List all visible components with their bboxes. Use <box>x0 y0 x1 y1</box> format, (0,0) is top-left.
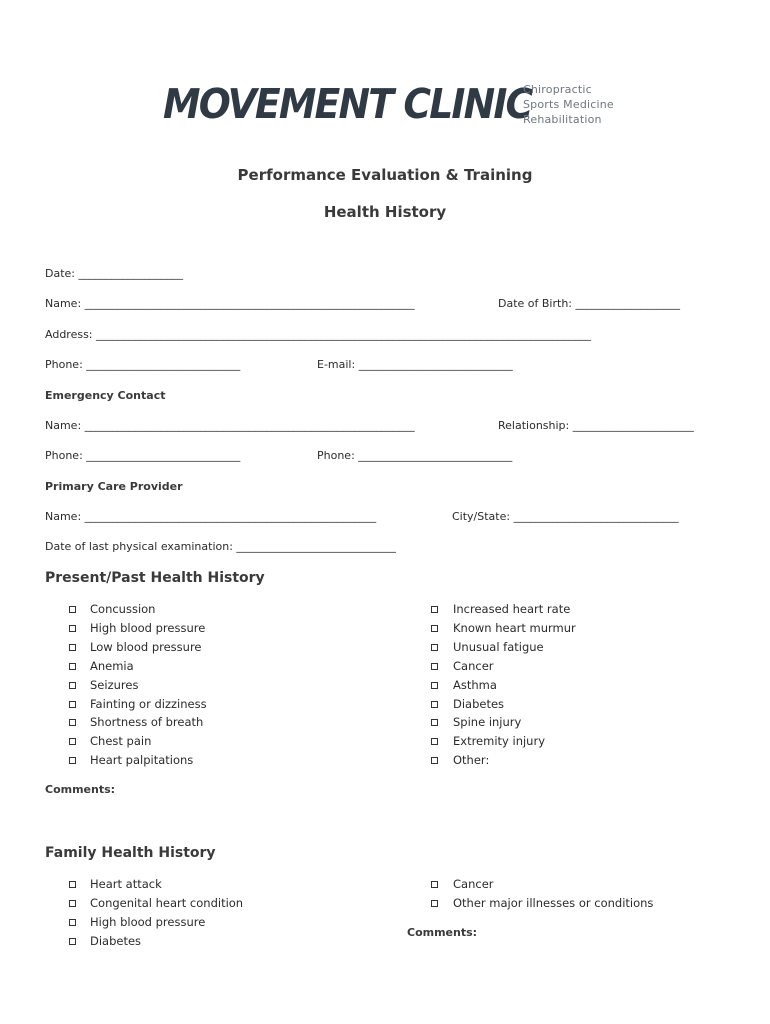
checkbox-label: Other: <box>453 753 490 768</box>
address-field[interactable]: Address: __________________________________________________________________________________________ <box>45 328 592 341</box>
checkbox-label: Congenital heart condition <box>90 896 244 910</box>
checkbox[interactable] <box>69 606 76 613</box>
emergency-phone-2-field[interactable]: Phone: ____________________________ <box>317 449 513 462</box>
checkbox-label: Increased heart rate <box>453 602 571 616</box>
checkbox-label: Asthma <box>453 677 497 692</box>
checkbox-label: Chest pain <box>90 734 152 749</box>
checkbox-label: Spine injury <box>453 715 522 730</box>
logo-service-chiropractic: Chiropractic <box>523 83 592 96</box>
checkbox[interactable] <box>69 625 76 632</box>
family-comments-label: Comments: <box>407 926 478 939</box>
checkbox-label: Known heart murmur <box>453 620 576 635</box>
clinic-logo: MOVEMENT CLINIC <box>163 80 532 128</box>
checkbox-label: Extremity injury <box>453 734 545 749</box>
checkbox-label: Shortness of breath <box>90 715 204 730</box>
checkbox[interactable] <box>431 625 438 632</box>
checkbox[interactable] <box>69 644 76 651</box>
checkbox[interactable] <box>69 757 76 764</box>
phone-field[interactable]: Phone: ____________________________ <box>45 358 241 371</box>
checkbox[interactable] <box>431 682 438 689</box>
checkbox[interactable] <box>69 719 76 726</box>
emergency-contact-heading: Emergency Contact <box>45 389 166 402</box>
checkbox[interactable] <box>69 938 76 945</box>
checkbox-label: Cancer <box>453 877 494 891</box>
checkbox-label: Diabetes <box>90 934 142 948</box>
checkbox[interactable] <box>69 900 76 907</box>
checkbox-label: Seizures <box>90 677 139 692</box>
checkbox[interactable] <box>431 719 438 726</box>
last-physical-field[interactable]: Date of last physical examination: _____________________________ <box>45 540 396 553</box>
checkbox[interactable] <box>69 919 76 926</box>
date-field[interactable]: Date: ___________________ <box>45 267 183 280</box>
checkbox[interactable] <box>431 757 438 764</box>
email-field[interactable]: E-mail: ____________________________ <box>317 358 513 371</box>
city-state-field[interactable]: City/State: ______________________________ <box>452 510 679 523</box>
present-past-heading: Present/Past Health History <box>45 570 265 586</box>
checkbox-label: Other major illnesses or conditions <box>453 896 654 910</box>
checkbox-label: Diabetes <box>453 696 505 711</box>
checkbox[interactable] <box>431 644 438 651</box>
primary-care-heading: Primary Care Provider <box>45 480 183 493</box>
checkbox[interactable] <box>69 881 76 888</box>
provider-name-field[interactable]: Name: _____________________________________________________ <box>45 510 377 523</box>
checkbox[interactable] <box>431 701 438 708</box>
checkbox-label: Heart palpitations <box>90 753 194 768</box>
checkbox-label: Low blood pressure <box>90 639 202 654</box>
checkbox[interactable] <box>431 606 438 613</box>
checkbox[interactable] <box>431 900 438 907</box>
family-history-heading: Family Health History <box>45 845 216 861</box>
checkbox[interactable] <box>69 701 76 708</box>
emergency-phone-field[interactable]: Phone: ____________________________ <box>45 449 241 462</box>
page-title: Performance Evaluation & Training <box>237 166 533 184</box>
checkbox[interactable] <box>431 881 438 888</box>
checkbox-label: Fainting or dizziness <box>90 696 207 711</box>
checkbox-label: Unusual fatigue <box>453 639 544 654</box>
page-subtitle: Health History <box>323 203 447 221</box>
checkbox[interactable] <box>69 663 76 670</box>
dob-field[interactable]: Date of Birth: ___________________ <box>498 297 680 310</box>
emergency-name-field[interactable]: Name: ____________________________________________________________ <box>45 419 415 432</box>
checkbox-label: Cancer <box>453 658 494 673</box>
logo-service-rehabilitation: Rehabilitation <box>523 113 602 126</box>
checkbox[interactable] <box>431 663 438 670</box>
checkbox-label: High blood pressure <box>90 620 206 635</box>
checkbox[interactable] <box>69 682 76 689</box>
checkbox[interactable] <box>431 738 438 745</box>
checkbox-label: Concussion <box>90 602 156 616</box>
emergency-relationship-field[interactable]: Relationship: ______________________ <box>498 419 694 432</box>
checkbox-label: Heart attack <box>90 877 162 891</box>
checkbox-label: High blood pressure <box>90 915 206 929</box>
checkbox-label: Anemia <box>90 658 134 673</box>
name-field[interactable]: Name: ____________________________________________________________ <box>45 297 415 310</box>
present-past-comments-label: Comments: <box>45 783 116 796</box>
checkbox[interactable] <box>69 738 76 745</box>
logo-service-sports-medicine: Sports Medicine <box>523 98 614 111</box>
